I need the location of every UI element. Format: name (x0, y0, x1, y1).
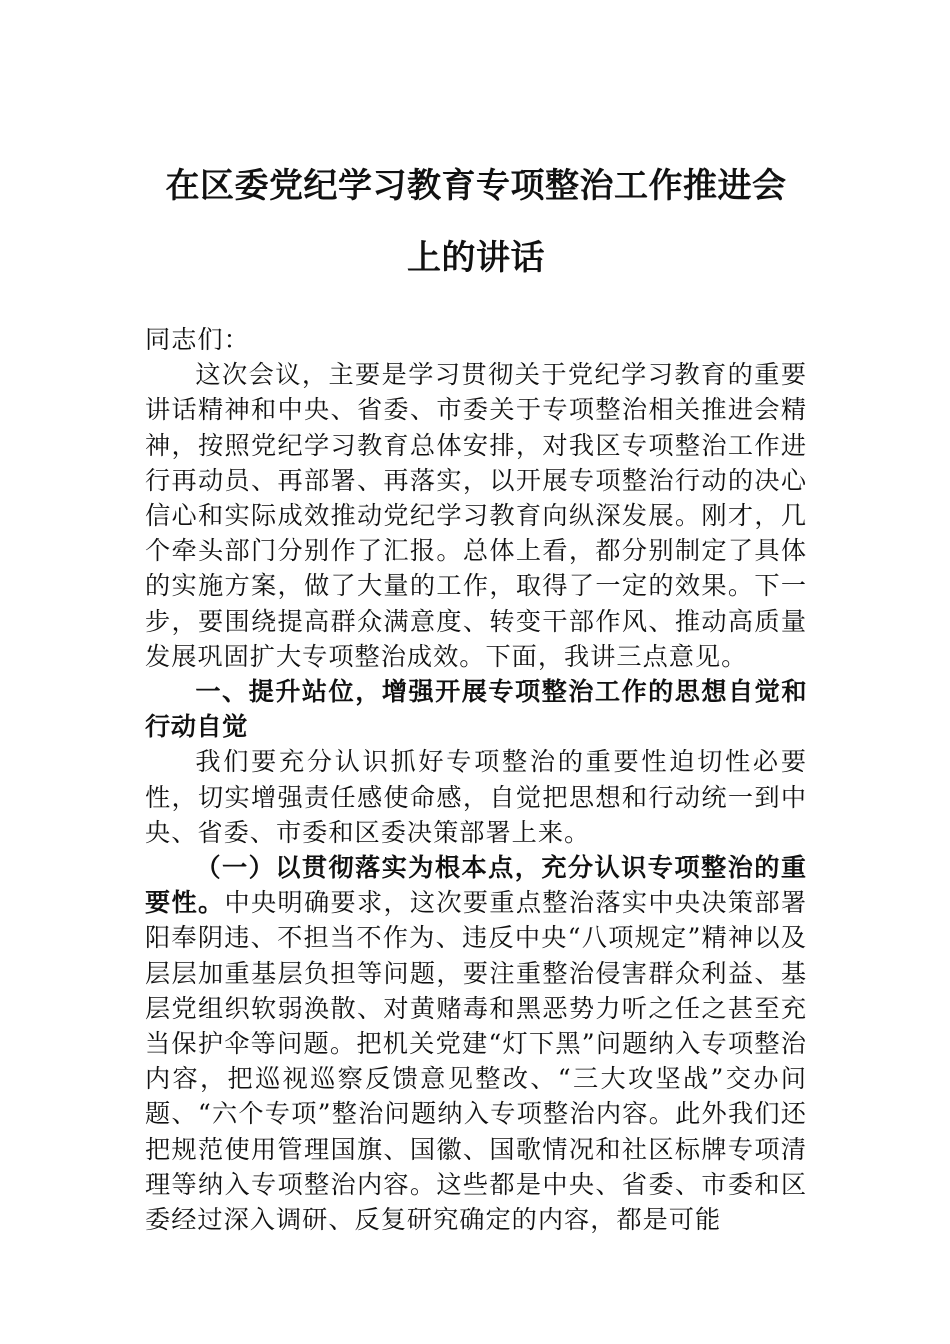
document-body (145, 322, 807, 1237)
section-heading: 一、提升站位，增强开展专项整治工作的思想自觉和行动自觉 (145, 677, 807, 742)
document-page (145, 150, 807, 1237)
subsection-text: 中央明确要求，这次要重点整治落实中央决策部署阳奉阴违、不担当不作为、违反中央“八项规定”精神以及层层加重基层负担等问题，要注重整治侵害群众利益、基层党组织软弱涣散、对黄赌毒和黑恶势力听之任之甚至充当保护伞等问题。把机关党建“灯下黑”问题纳入专项整治内容，把巡视巡察反馈意见整改、“三大攻坚战”交办问题、“六个专项”整治问题纳入专项整治内容。此外我们还把规范使用管理国旗、国徽、国歌情况和社区标牌专项清理等纳入专项整治内容。这些都是中央、省委、市委和区委经过深入调研、反复研究确定的内容，都是可能 (145, 888, 808, 1235)
salutation: 同志们： (145, 325, 250, 354)
intro-paragraph: 这次会议，主要是学习贯彻关于党纪学习教育的重要讲话精神和中央、省委、市委关于专项整治相关推进会精神，按照党纪学习教育总体安排，对我区专项整治工作进行再动员、再部署、再落实，以开展专项整治行动的决心信心和实际成效推动党纪学习教育向纵深发展。刚才，几个牵头部门分别作了汇报。总体上看，都分别制定了具体的实施方案，做了大量的工作，取得了一定的效果。下一步，要围绕提高群众满意度、转变干部作风、推动高质量发展巩固扩大专项整治成效。下面，我讲三点意见。 (145, 360, 807, 671)
subsection-lead: （一）以贯彻落实为根本点，充分认识专项整治的重要性。 (145, 852, 807, 918)
subsection-paragraph (145, 850, 807, 1237)
title-line-2: 上的讲话 (407, 238, 545, 278)
title-line-1: 在区委党纪学习教育专项整治工作推进会 (165, 166, 787, 206)
section-paragraph: 我们要充分认识抓好专项整治的重要性迫切性必要性，切实增强责任感使命感，自觉把思想和行动统一到中央、省委、市委和区委决策部署上来。 (145, 747, 807, 847)
document-title (125, 150, 827, 294)
